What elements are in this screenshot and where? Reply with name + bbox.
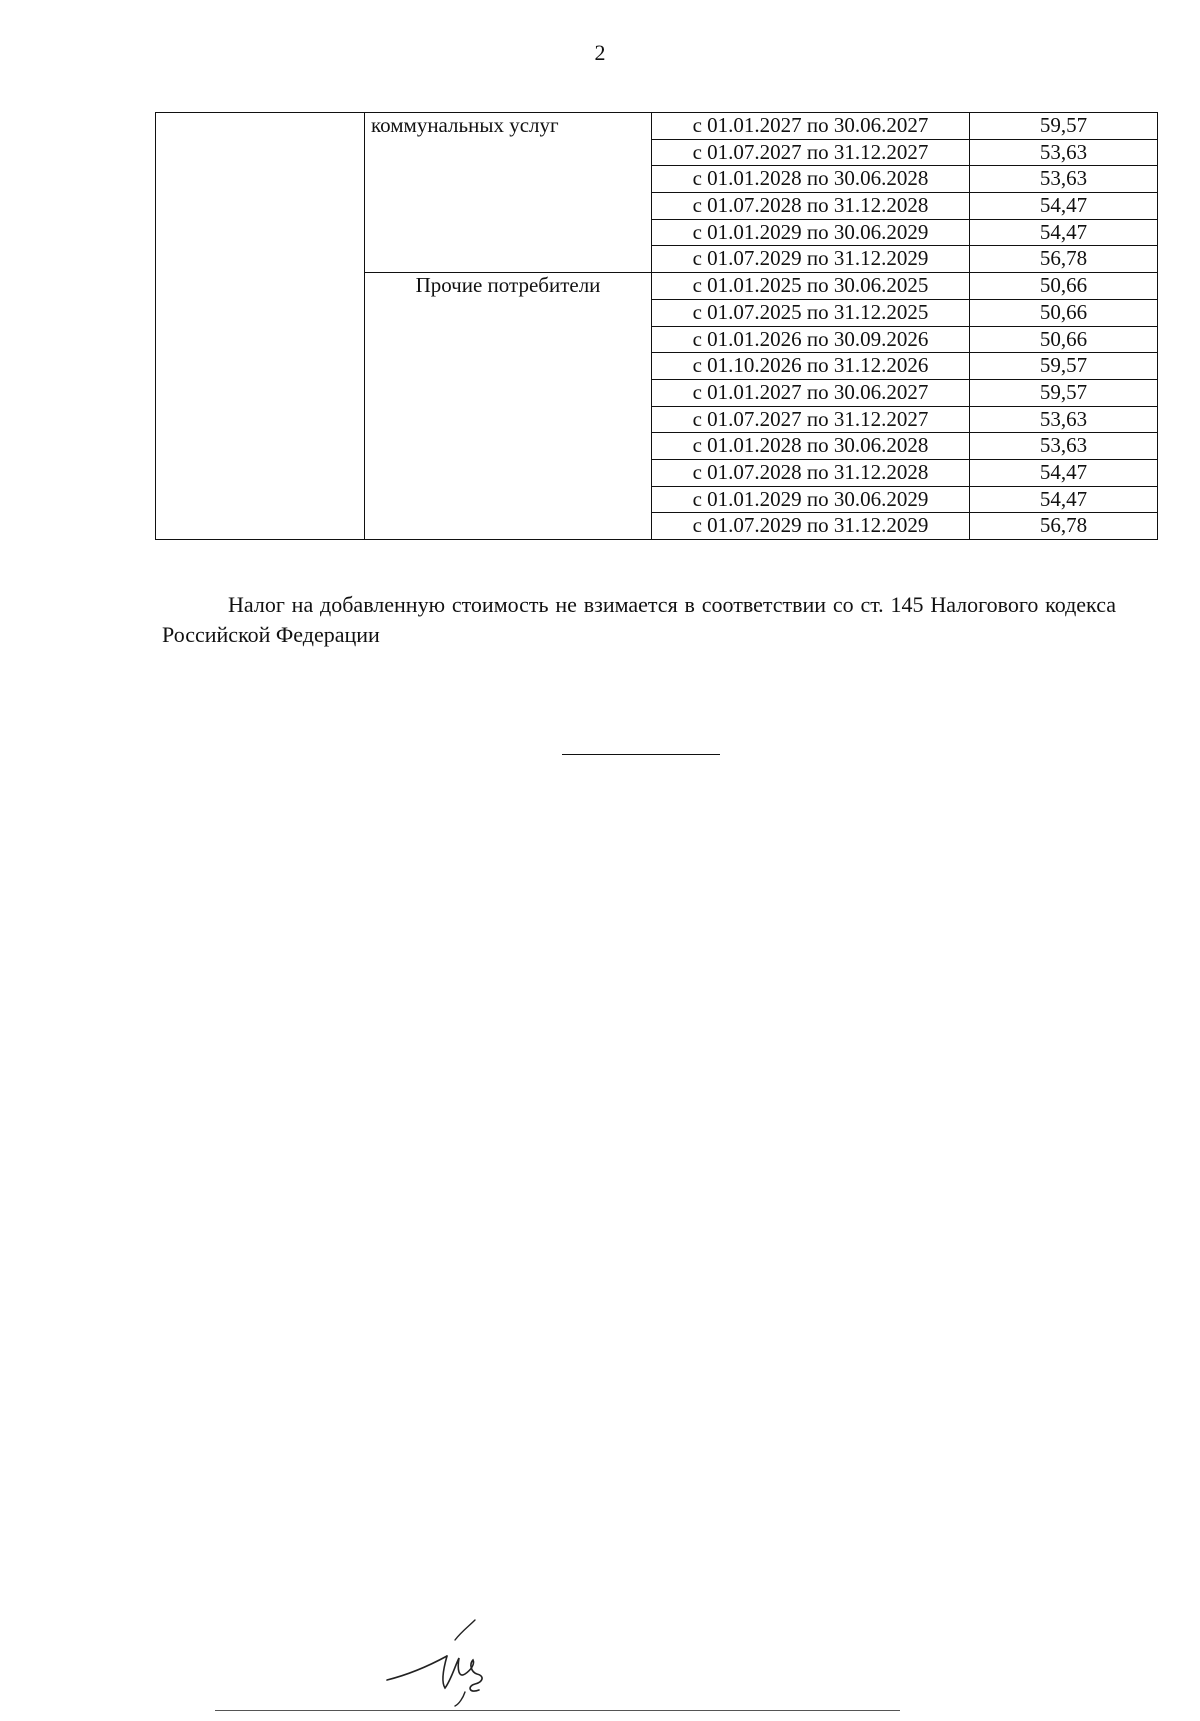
consumer-group-label: коммунальных услуг bbox=[365, 113, 652, 273]
period-cell: с 01.01.2027 по 30.06.2027 bbox=[652, 113, 970, 140]
tariff-value-cell: 59,57 bbox=[970, 353, 1158, 380]
period-cell: с 01.07.2029 по 31.12.2029 bbox=[652, 246, 970, 273]
period-cell: с 01.07.2028 по 31.12.2028 bbox=[652, 193, 970, 220]
period-cell: с 01.07.2025 по 31.12.2025 bbox=[652, 299, 970, 326]
tariff-value-cell: 59,57 bbox=[970, 379, 1158, 406]
tariff-value-cell: 56,78 bbox=[970, 246, 1158, 273]
page-number: 2 bbox=[594, 40, 606, 65]
tariff-value-cell: 50,66 bbox=[970, 299, 1158, 326]
tariff-value-cell: 53,63 bbox=[970, 406, 1158, 433]
bottom-rule-line bbox=[215, 1710, 900, 1711]
tariff-value-cell: 59,57 bbox=[970, 113, 1158, 140]
tariff-value-cell: 53,63 bbox=[970, 433, 1158, 460]
tariff-value-cell: 54,47 bbox=[970, 193, 1158, 220]
tariff-value-cell: 56,78 bbox=[970, 513, 1158, 540]
period-cell: с 01.07.2029 по 31.12.2029 bbox=[652, 513, 970, 540]
tariff-value-cell: 50,66 bbox=[970, 326, 1158, 353]
consumer-group-label: Прочие потребители bbox=[365, 273, 652, 540]
tariff-value-cell: 54,47 bbox=[970, 219, 1158, 246]
period-cell: с 01.01.2025 по 30.06.2025 bbox=[652, 273, 970, 300]
vat-note-paragraph: Налог на добавленную стоимость не взимается в соответствии со ст. 145 Налогового кодекса Российской Федерации bbox=[162, 592, 1116, 647]
tariff-value-cell: 54,47 bbox=[970, 459, 1158, 486]
separator-line bbox=[562, 754, 720, 755]
period-cell: с 01.07.2027 по 31.12.2027 bbox=[652, 406, 970, 433]
period-cell: с 01.07.2027 по 31.12.2027 bbox=[652, 139, 970, 166]
period-cell: с 01.01.2026 по 30.09.2026 bbox=[652, 326, 970, 353]
period-cell: с 01.01.2028 по 30.06.2028 bbox=[652, 433, 970, 460]
handwritten-signature-icon bbox=[385, 1618, 505, 1708]
tariff-value-cell: 53,63 bbox=[970, 166, 1158, 193]
table-row bbox=[156, 113, 1158, 140]
period-cell: с 01.01.2027 по 30.06.2027 bbox=[652, 379, 970, 406]
tariff-value-cell: 53,63 bbox=[970, 139, 1158, 166]
period-cell: с 01.10.2026 по 31.12.2026 bbox=[652, 353, 970, 380]
period-cell: с 01.07.2028 по 31.12.2028 bbox=[652, 459, 970, 486]
blank-first-column-cell bbox=[156, 113, 365, 540]
tariff-value-cell: 50,66 bbox=[970, 273, 1158, 300]
period-cell: с 01.01.2029 по 30.06.2029 bbox=[652, 486, 970, 513]
tariff-table bbox=[155, 112, 1158, 540]
period-cell: с 01.01.2028 по 30.06.2028 bbox=[652, 166, 970, 193]
tariff-value-cell: 54,47 bbox=[970, 486, 1158, 513]
period-cell: с 01.01.2029 по 30.06.2029 bbox=[652, 219, 970, 246]
tariff-table-body bbox=[156, 113, 1158, 540]
